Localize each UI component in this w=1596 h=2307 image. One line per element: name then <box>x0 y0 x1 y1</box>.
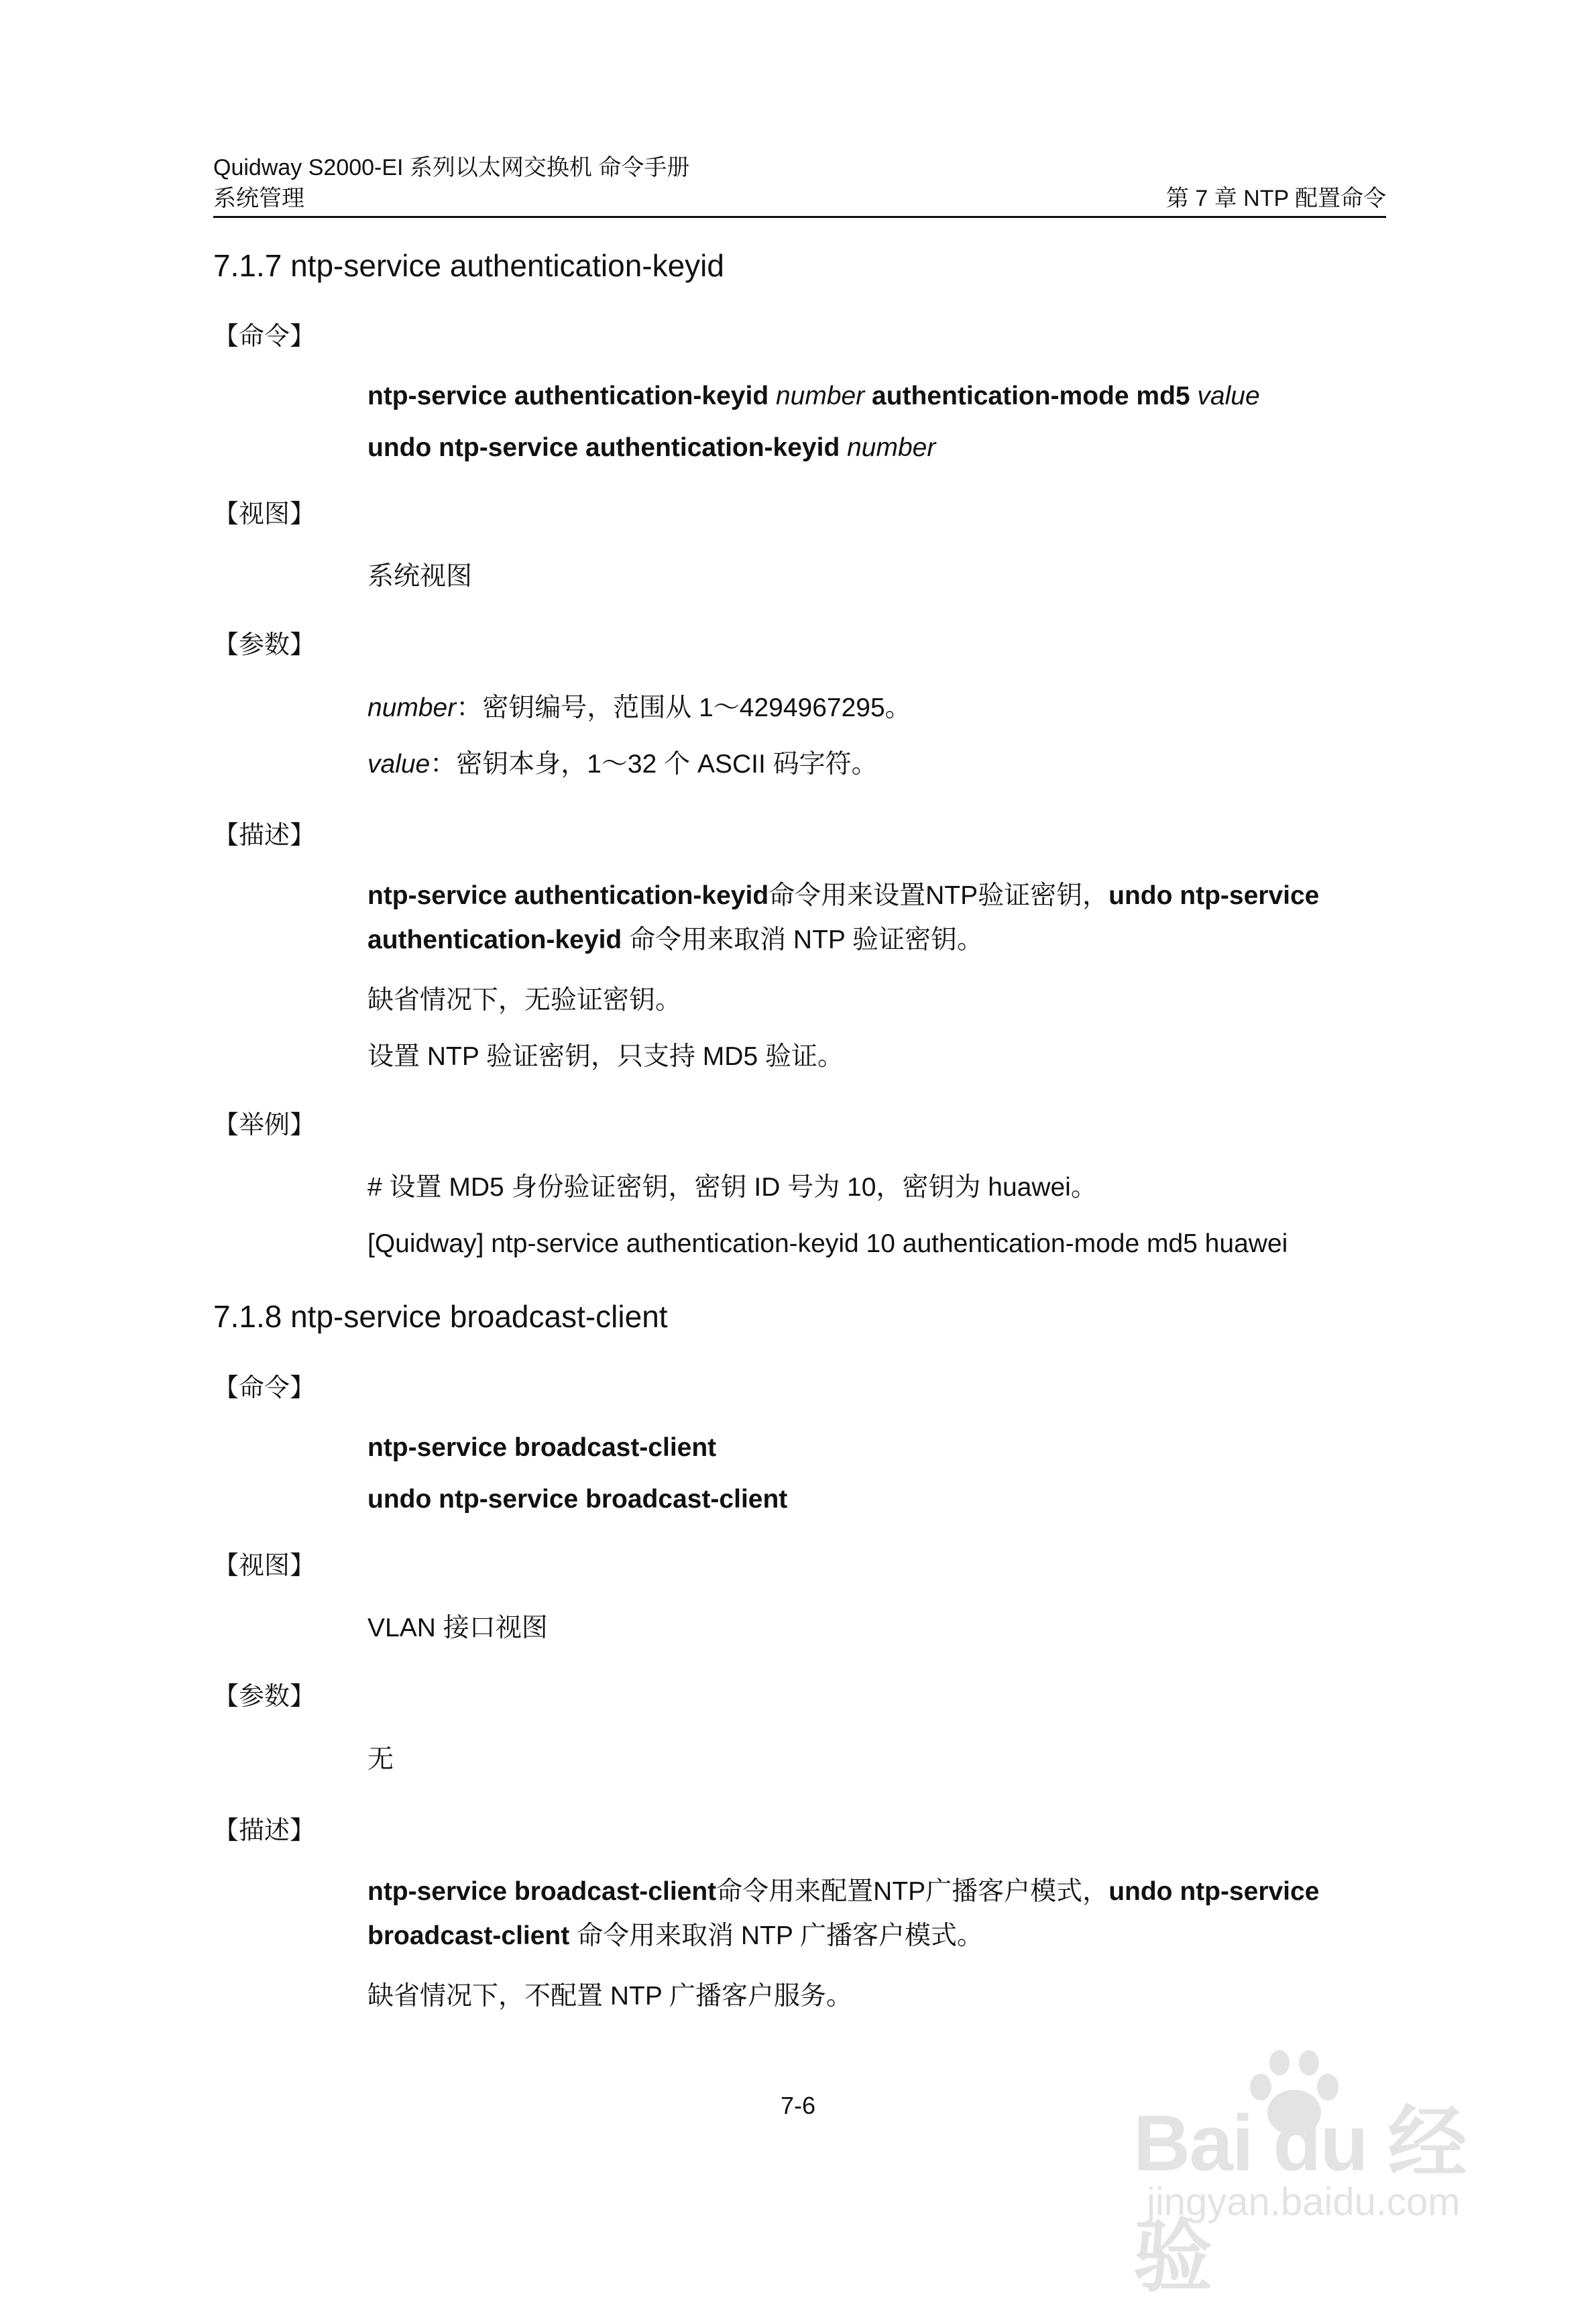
param-value <box>367 747 878 782</box>
desc-text: 命令用来取消 NTP 验证密钥。 <box>622 925 984 954</box>
desc-paragraph <box>367 1870 1393 1958</box>
view-label: 【视图】 <box>213 500 316 528</box>
desc-default: 缺省情况下，无验证密钥。 <box>367 986 682 1015</box>
cmd-arg: number <box>847 433 936 462</box>
cmd-keyword: undo ntp-service broadcast-client <box>367 1877 1320 1950</box>
desc-text: 命令用来取消 NTP 广播客户模式。 <box>569 1921 984 1950</box>
param-label: 【参数】 <box>213 631 316 659</box>
watermark-url: jingyan.baidu.com <box>1147 2180 1461 2224</box>
page-number: 7-6 <box>780 2092 816 2119</box>
command-syntax: ntp-service broadcast-client <box>367 1433 717 1462</box>
command-syntax <box>367 379 1260 414</box>
cmd-keyword: ntp-service authentication-keyid <box>367 881 769 910</box>
example-comment: # 设置 MD5 身份验证密钥，密钥 ID 号为 10，密钥为 huawei。 <box>367 1173 1097 1202</box>
cmd-arg: number <box>775 382 865 410</box>
cmd-keyword: authentication-mode md5 <box>864 382 1198 410</box>
param-label: 【参数】 <box>213 1683 316 1711</box>
cmd-keyword: undo ntp-service authentication-keyid <box>367 881 1320 954</box>
command-label: 【命令】 <box>213 323 316 351</box>
header-section: 系统管理 <box>213 186 304 211</box>
example-label: 【举例】 <box>213 1111 316 1139</box>
baidu-watermark <box>1133 2032 1536 2302</box>
cmd-arg: value <box>1197 382 1260 410</box>
watermark-brand: Bai du 经验 <box>1133 2099 1466 2302</box>
desc-text: 命令用来设置NTP验证密钥， <box>768 881 1109 910</box>
param-number <box>367 691 911 726</box>
undo-command-syntax <box>367 431 935 465</box>
header-divider <box>213 216 1386 218</box>
command-label: 【命令】 <box>213 1374 316 1402</box>
desc-default: 缺省情况下，不配置 NTP 广播客户服务。 <box>367 1982 852 2011</box>
cmd-keyword: ntp-service authentication-keyid <box>367 382 776 410</box>
desc-text: 命令用来配置NTP广播客户模式， <box>716 1877 1109 1906</box>
view-text: 系统视图 <box>367 562 473 591</box>
example-command: [Quidway] ntp-service authentication-keyid 10 authentication-mode md5 huawei <box>367 1229 1288 1258</box>
desc-note: 设置 NTP 验证密钥，只支持 MD5 验证。 <box>367 1042 844 1071</box>
cmd-keyword: ntp-service broadcast-client <box>367 1877 717 1906</box>
param-desc: ：密钥编号，范围从 1～4294967295。 <box>456 693 911 722</box>
desc-label: 【描述】 <box>213 1817 316 1845</box>
header-title: Quidway S2000-EI 系列以太网交换机 命令手册 <box>213 155 690 180</box>
section-title-7-1-8: 7.1.8 ntp-service broadcast-client <box>213 1299 668 1334</box>
header-chapter: 第 7 章 NTP 配置命令 <box>1165 186 1386 211</box>
view-label: 【视图】 <box>213 1552 316 1580</box>
section-title-7-1-7: 7.1.7 ntp-service authentication-keyid <box>213 248 724 283</box>
param-name: number <box>367 693 457 722</box>
param-text: 无 <box>367 1745 394 1774</box>
cmd-keyword: undo ntp-service authentication-keyid <box>367 433 848 462</box>
param-desc: ：密钥本身，1～32 个 ASCII 码字符。 <box>430 750 878 779</box>
desc-label: 【描述】 <box>213 822 316 850</box>
param-name: value <box>367 750 431 779</box>
desc-paragraph <box>367 874 1393 962</box>
view-text: VLAN 接口视图 <box>367 1614 548 1642</box>
undo-command-syntax: undo ntp-service broadcast-client <box>367 1485 788 1514</box>
